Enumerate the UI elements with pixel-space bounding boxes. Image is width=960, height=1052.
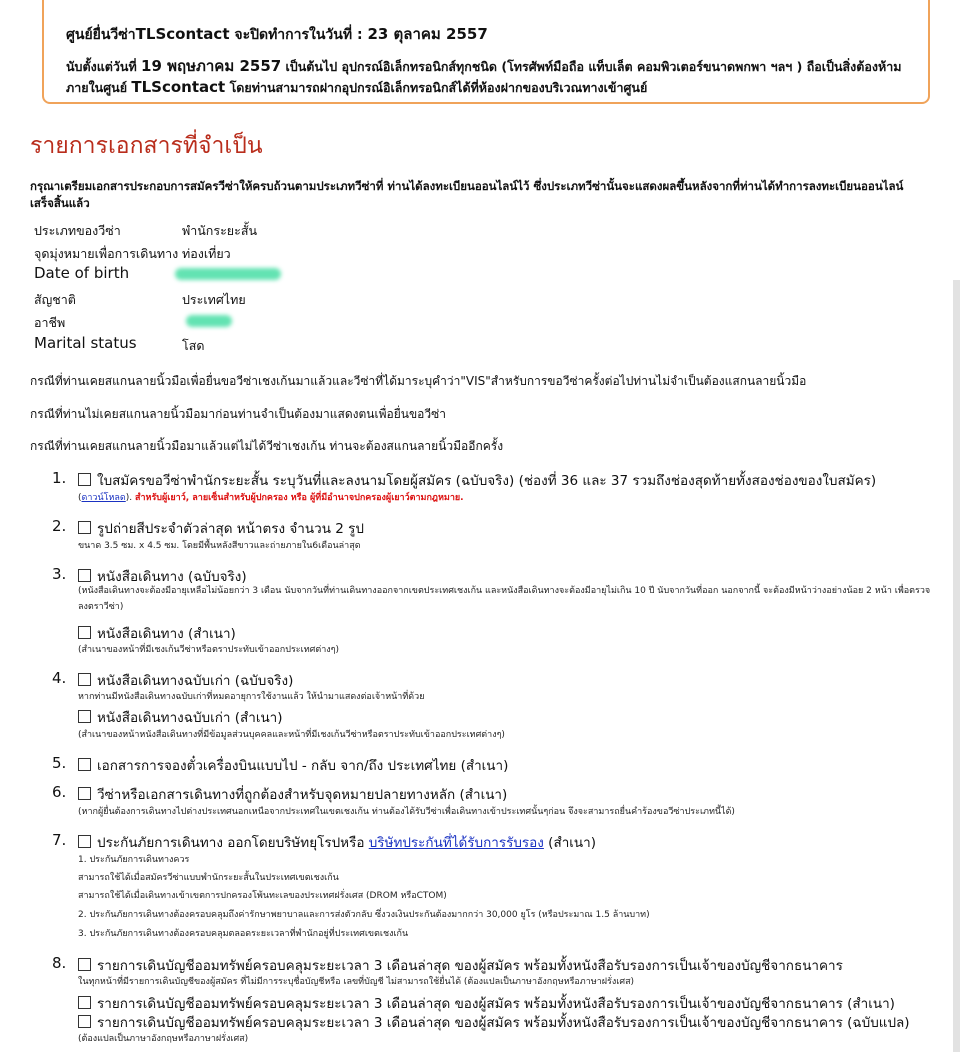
intro-text: กรุณาเตรียมเอกสารประกอบการสมัครวีซ่าให้ครบถ้วนตามประเภทวีซ่าที่ ท่านได้ลงทะเบียนออนไลน์ไว้ ซึ่งประเภทวีซ่านั้นจะแสดงผลขึ้นหลังจากที่ท่านได้ทำการลงทะเบียนออนไลน์ เสร็จสิ้นแล้ว xyxy=(30,179,904,210)
checkbox[interactable] xyxy=(78,626,91,639)
checkbox[interactable] xyxy=(78,787,91,800)
fingerprint-note-3: กรณีที่ท่านเคยสแกนลายนิ้วมือมาแล้วแต่ไม่ได้วีซ่าเชงเก้น ท่านจะต้องสแกนลายนิ้วมืออีกครั้ง xyxy=(30,439,504,453)
download-link[interactable]: ดาวน์โหลด xyxy=(81,493,126,503)
checkbox[interactable] xyxy=(78,958,91,971)
checkbox[interactable] xyxy=(78,835,91,848)
checkbox[interactable] xyxy=(78,996,91,1009)
checkbox[interactable] xyxy=(78,521,91,534)
checkbox[interactable] xyxy=(78,569,91,582)
notice-closure-date: ศูนย์ยื่นวีซ่าTLScontact จะปิดทำการในวันที่ : 23 ตุลาคม 2557 xyxy=(66,25,488,43)
checkbox[interactable] xyxy=(78,710,91,723)
vertical-scrollbar[interactable] xyxy=(953,280,960,1052)
redacted-occupation xyxy=(186,315,232,327)
page-content: ศูนย์ยื่นวีซ่าTLScontact จะปิดทำการในวันที่ : 23 ตุลาคม 2557 นับตั้งแต่วันที่ 19 พฤษภาคม 2557 เป็นต้นไป อุปกรณ์อิเล็กทรอนิกส์ทุกชนิด (โทรศัพท์มือถือ แท็บเล็ต คอมพิวเตอร์ขนาดพกพา ฯลฯ ) ถือเป็นสิ่งต้องห้ามภายในศูนย์ TLScontact โดยท่านสามารถฝากอุปกรณ์อิเล็กทรอนิกส์ได้ที่ห้องฝากของบริเวณทางเข้าศูนย์ รายการเอกสารที่จำเป็น กรุณาเตรียมเอกสารประกอบการสมัครวีซ่าให้ครบถ้วนตามประเภทวีซ่าที่ ท่านได้ลงทะเบียนออนไลน์ไว้ ซึ่งประเภทวีซ่านั้นจะแสดงผลขึ้นหลังจากที่ท่านได้ทำการลงทะเบียนออนไลน์ เสร็จสิ้นแล้ว ประเภทของวีซ่า พำนักระยะสั้น จุดมุ่งหมายเพื่อการเดินทาง ท่องเที่ยว Date of birth สัญชาติ ประเทศไทย อาชีพ Marital status โสด กรณีที่ท่านเคยสแกนลายนิ้วมือเพื่อยื่นขอวีซ่าเชงเก้นมาแล้วและวีซ่าที่ได้มาระบุคำว่า"VIS"สำหรับการขอวีซ่าครั้งต่อไปท่านไม่จำเป็นต้องแสกนลายนิ้วมือ กรณีที่ท่านไม่เคยสแกนลายนิ้วมือมาก่อนท่านจำเป็นต้องมาแสดงตนเพื่อยื่นขอวีซ่า กรณีที่ท่านเคยสแกนลายนิ้วมือมาแล้วแต่ไม่ได้วีซ่าเชงเก้น ท่านจะต้องสแกนลายนิ้วมืออีกครั้ง 1. ใบสมัครขอวีซ่าพำนักระยะสั้น ระบุวันที่และลงนามโดยผู้สมัคร (ฉบับจริง) (ช่องที่ 36 และ 37 รวมถึงช่องสุดท้ายทั้งสองช่องของใบสมัคร) (ดาวน์โหลด). สำหรับผู้เยาว์, ลายเซ็นสำหรับผู้ปกครอง หรือ ผู้ที่มีอำนาจปกครองผู้เยาว์ตามกฎหมาย. 2. รูปถ่ายสีประจำตัวล่าสุด หน้าตรง จำนวน 2 รูป ขนาด 3.5 ซม. x 4.5 ซม. โดยมีพื้นหลังสีขาวและถ่ายภายใน6เดือนล่าสุด 3. หนังสือเดินทาง (ฉบับจริง) (หนังสือเดินทางจะต้องมีอายุเหลือไม่น้อยกว่า 3 เดือน นับจากวันที่ท่านเดินทางออกจากเขตประเทศเชงเก้น และหนังสือเดินทางจะต้องมีอายุไม่เกิน 10 ปี นับจากวันที่ออก นอกจากนี้ จะต้องมีหน้าว่างอย่างน้อย 2 หน้า เพื่อตรวจลงตราวีซ่า) หนังสือเดินทาง (สำเนา) (สำเนาของหน้าที่มีเชงเก้นวีซ่าหรือตราประทับเข้าออกประเทศต่างๆ) 4. หนังสือเดินทางฉบับเก่า (ฉบับจริง) หากท่านมีหนังสือเดินทางฉบับเก่าที่หมดอายุการใช้งานแล้ว ให้นำมาแสดงต่อเจ้าหน้าที่ด้วย หนังสือเดินทางฉบับเก่า (สำเนา) (สำเนาของหน้าหนังสือเดินทางที่มีข้อมูลส่วนบุคคลและหน้าที่มีเชงเก้นวีซ่าหรือตราประทับเข้าออกประเทศต่างๆ) 5. เอกสารการจองตั๋วเครื่องบินแบบไป - กลับ จาก/ถึง ประเทศไทย (สำเนา) 6. วีซ่าหรือเอกสารเดินทางที่ถูกต้องสำหรับจุดหมายปลายทางหลัก (สำเนา) (หากผู้ยื่นต้องการเดินทางไปต่างประเทศนอกเหนือจากประเทศในเขตเชงเก้น ท่านต้องได้รับวีซ่าเพื่อเดินทางเข้าประเทศนั้นๆก่อน จึงจะสามารถยื่นคำร้องขอวีซ่าประเภทนี้ได้) 7. ประกันภัยการเดินทาง ออกโดยบริษัทยุโรปหรือ บริษัทประกันที่ได้รับการรับรอง (สำเนา) 1. ประกันภัยการเดินทางควร สามารถใช้ได้เมื่อสมัครวีซ่าแบบพำนักระยะสั้นในประเทศเขตเชงเก้น สามารถใช้ได้เมื่อเดินทางเข้าเขตการปกครองโพ้นทะเลของประเทศฝรั่งเศส (DROM หรือCTOM) 2. ประกันภัยการเดินทางต้องครอบคลุมถึงค่ารักษาพยาบาลและการส่งตัวกลับ ซึ่งวงเงินประกันต้องมากกว่า 30,000 ยูโร (หรือประมาณ 1.5 ล้านบาท) 3. ประกันภัยการเดินทางต้องครอบคลุมตลอดระยะเวลาที่พำนักอยู่ที่ประเทศเขตเชงเก้น 8. รายการเดินบัญชีออมทรัพย์ครอบคลุมระยะเวลา 3 เดือนล่าสุด ของผู้สมัคร พร้อมทั้งหนังสือรับรองการเป็นเจ้าของบัญชีจากธนาคาร ในทุกหน้าที่มีรายการเดินบัญชีของผู้สมัคร ที่ไม่มีการระบุชื่อบัญชีหรือ เลขที่บัญชี ไม่สามารถใช้ยื่นได้ (ต้องแปลเป็นภาษาอังกฤษหรือภาษาฝรั่งเศส) รายการเดินบัญชีออมทรัพย์ครอบคลุมระยะเวลา 3 เดือนล่าสุด ของผู้สมัคร พร้อมทั้งหนังสือรับรองการเป็นเจ้าของบัญชีจากธนาคาร (สำเนา) รายการเดินบัญชีออมทรัพย์ครอบคลุมระยะเวลา 3 เดือนล่าสุด ของผู้สมัคร พร้อมทั้งหนังสือรับรองการเป็นเจ้าของบัญชีจากธนาคาร (ฉบับแปล) (ต้องแปลเป็นภาษาอังกฤษหรือภาษาฝรั่งเศส) xyxy=(0,0,945,1052)
fingerprint-note-1: กรณีที่ท่านเคยสแกนลายนิ้วมือเพื่อยื่นขอวีซ่าเชงเก้นมาแล้วและวีซ่าที่ได้มาระบุคำว่า"VIS"สำหรับการขอวีซ่าครั้งต่อไปท่านไม่จำเป็นต้องแสกนลายนิ้วมือ xyxy=(30,374,807,388)
checkbox[interactable] xyxy=(78,473,91,486)
checkbox[interactable] xyxy=(78,673,91,686)
notice-electronics-ban: นับตั้งแต่วันที่ 19 พฤษภาคม 2557 เป็นต้นไป อุปกรณ์อิเล็กทรอนิกส์ทุกชนิด (โทรศัพท์มือถือ แท็บเล็ต คอมพิวเตอร์ขนาดพกพา ฯลฯ ) ถือเป็นสิ่งต้องห้ามภายในศูนย์ TLScontact โดยท่านสามารถฝากอุปกรณ์อิเล็กทรอนิกส์ได้ที่ห้องฝากของบริเวณทางเข้าศูนย์ xyxy=(66,57,902,96)
checkbox[interactable] xyxy=(78,1015,91,1028)
checkbox[interactable] xyxy=(78,758,91,771)
redacted-dob xyxy=(175,268,281,280)
approved-insurers-link[interactable]: บริษัทประกันที่ได้รับการรับรอง xyxy=(368,835,544,851)
fingerprint-note-2: กรณีที่ท่านไม่เคยสแกนลายนิ้วมือมาก่อนท่านจำเป็นต้องมาแสดงตนเพื่อยื่นขอวีซ่า xyxy=(30,407,446,421)
notice-top-line xyxy=(66,0,906,4)
closure-notice-box xyxy=(42,0,930,104)
page-title: รายการเอกสารที่จำเป็น xyxy=(30,133,263,159)
